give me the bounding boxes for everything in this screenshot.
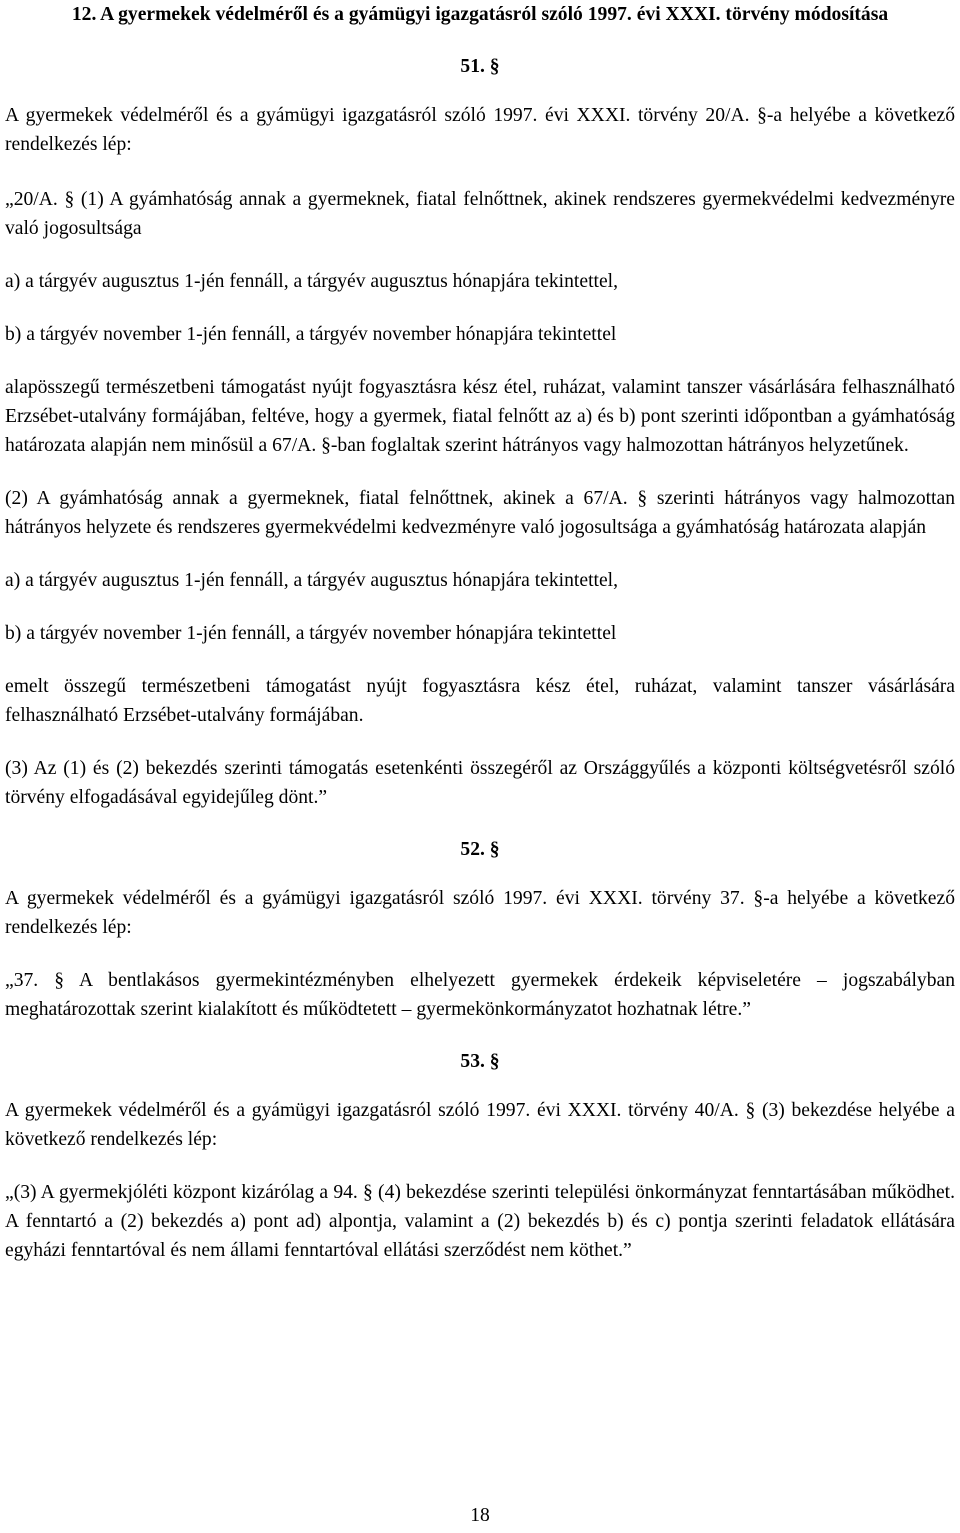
section-53-intro: A gyermekek védelméről és a gyámügyi igazgatásról szóló 1997. évi XXXI. törvény 40/A. § (3) bekezdése helyébe a következő rendelkezés lép: <box>5 1100 955 1150</box>
section-51-number: 51. § <box>460 56 500 77</box>
section-53-par-1: „(3) A gyermekjóléti központ kizárólag a 94. § (4) bekezdése szerinti települési önkormányzat fenntartásában működhet. A fenntartó a (2) bekezdés a) pont ad) alpontja, valamint a (2) bekezdés b) és c) pontja szerinti feladatok ellátására egyházi fenntartóval és nem állami fenntartóval ellátási szerződést nem köthet.” <box>5 1182 955 1261</box>
section-51-point-a: a) a tárgyév augusztus 1-jén fennáll, a tárgyév augusztus hónapjára tekintettel, <box>5 271 618 292</box>
section-52-par-1: „37. § A bentlakásos gyermekintézményben elhelyezett gyermekek érdekeik képviseletére – jogszabályban meghatározottak szerint kialakított és működtetett – gyermekönkormányzatot hozhatnak létre.” <box>5 970 955 1020</box>
chapter-title: 12. A gyermekek védelméről és a gyámügyi igazgatásról szóló 1997. évi XXXI. törvény módosítása <box>71 4 889 25</box>
section-51-par-2-point-b: b) a tárgyév november 1-jén fennáll, a tárgyév november hónapjára tekintettel <box>5 623 617 644</box>
section-51-par-3: (3) Az (1) és (2) bekezdés szerinti támogatás esetenkénti összegéről az Országgyűlés a központi költségvetésről szóló törvény elfogadásával egyidejűleg dönt.” <box>5 758 955 808</box>
page-number: 18 <box>470 1505 490 1526</box>
section-51-par-1-cont: alapösszegű természetbeni támogatást nyújt fogyasztásra kész étel, ruházat, valamint tanszer vásárlására felhasználható Erzsébet-utalvány formájában, feltéve, hogy a gyermek, fiatal felnőtt az a) és b) pont szerinti időpontban a gyámhatóság határozata alapján nem minősül a 67/A. §-ban foglaltak szerint hátrányos vagy halmozottan hátrányos helyzetűnek. <box>5 377 955 456</box>
section-52-number: 52. § <box>460 839 500 860</box>
section-51-par-2: (2) A gyámhatóság annak a gyermeknek, fiatal felnőttnek, akinek a 67/A. § szerinti hátrányos vagy halmozottan hátrányos helyzete és rendszeres gyermekvédelmi kedvezményre való jogosultsága a gyámhatóság határozata alapján <box>5 488 955 538</box>
section-51-par-2-cont: emelt összegű természetbeni támogatást nyújt fogyasztásra kész étel, ruházat, valamint tanszer vásárlására felhasználható Erzsébet-utalvány formájában. <box>5 676 955 726</box>
section-51-par-2-point-a: a) a tárgyév augusztus 1-jén fennáll, a tárgyév augusztus hónapjára tekintettel, <box>5 570 618 591</box>
section-53-number: 53. § <box>460 1051 500 1072</box>
section-51-intro: A gyermekek védelméről és a gyámügyi igazgatásról szóló 1997. évi XXXI. törvény 20/A. §-a helyébe a következő rendelkezés lép: <box>5 105 955 155</box>
section-51-par-1: „20/A. § (1) A gyámhatóság annak a gyermeknek, fiatal felnőttnek, akinek rendszeres gyermekvédelmi kedvezményre való jogosultsága <box>5 189 955 239</box>
section-52-intro: A gyermekek védelméről és a gyámügyi igazgatásról szóló 1997. évi XXXI. törvény 37. §-a helyébe a következő rendelkezés lép: <box>5 888 955 938</box>
section-51-point-b: b) a tárgyév november 1-jén fennáll, a tárgyév november hónapjára tekintettel <box>5 324 617 345</box>
document-page <box>5 0 955 1265</box>
